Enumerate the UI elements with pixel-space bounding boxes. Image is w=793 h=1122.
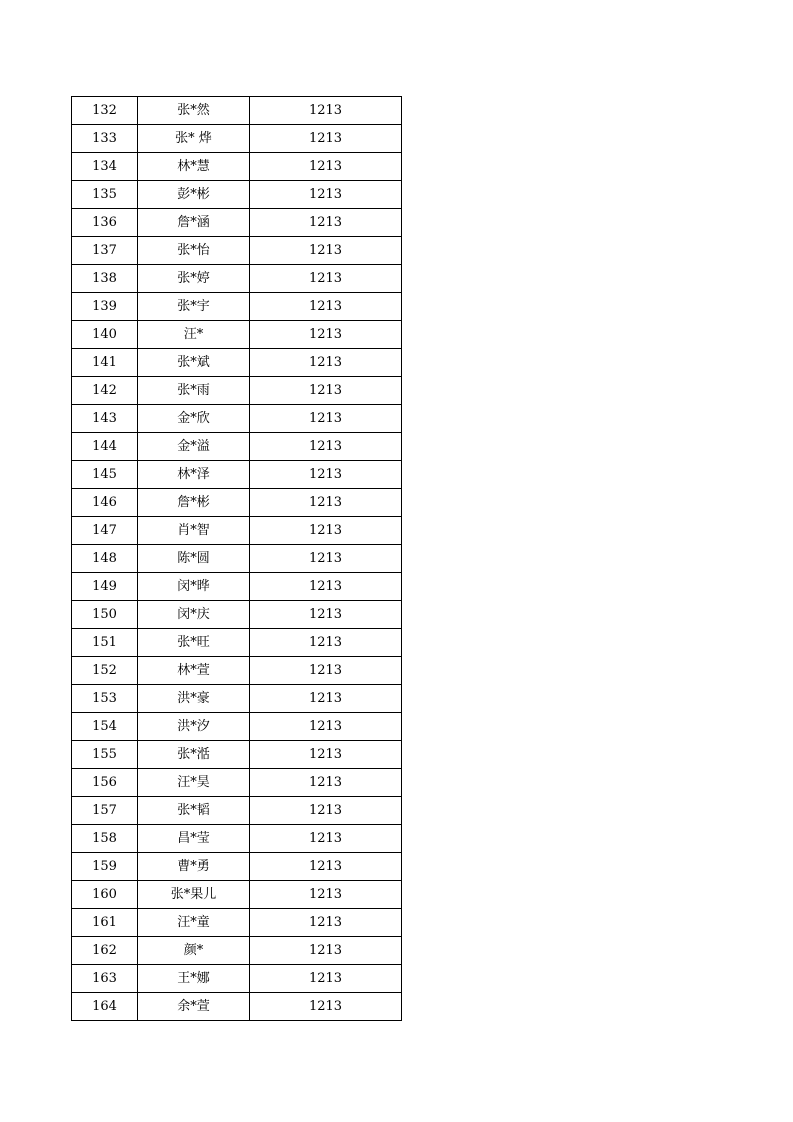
row-number-cell: 144	[72, 433, 138, 461]
name-cell: 金*溢	[138, 433, 250, 461]
name-cell: 闵*庆	[138, 601, 250, 629]
name-cell: 张*湉	[138, 741, 250, 769]
value-cell: 1213	[250, 601, 402, 629]
name-cell: 张*然	[138, 97, 250, 125]
value-cell: 1213	[250, 433, 402, 461]
table-row	[72, 797, 402, 825]
row-number-cell: 147	[72, 517, 138, 545]
table-row	[72, 881, 402, 909]
row-number-cell: 160	[72, 881, 138, 909]
table-row	[72, 489, 402, 517]
table-row	[72, 377, 402, 405]
table-row	[72, 181, 402, 209]
name-cell: 颜*	[138, 937, 250, 965]
table-row	[72, 433, 402, 461]
value-cell: 1213	[250, 181, 402, 209]
value-cell: 1213	[250, 153, 402, 181]
value-cell: 1213	[250, 237, 402, 265]
value-cell: 1213	[250, 881, 402, 909]
name-cell: 彭*彬	[138, 181, 250, 209]
name-cell: 汪*昊	[138, 769, 250, 797]
table-row	[72, 629, 402, 657]
row-number-cell: 154	[72, 713, 138, 741]
table-row	[72, 657, 402, 685]
row-number-cell: 151	[72, 629, 138, 657]
value-cell: 1213	[250, 629, 402, 657]
name-cell: 詹*彬	[138, 489, 250, 517]
row-number-cell: 141	[72, 349, 138, 377]
value-cell: 1213	[250, 993, 402, 1021]
row-number-cell: 134	[72, 153, 138, 181]
table-row	[72, 573, 402, 601]
name-cell: 林*慧	[138, 153, 250, 181]
name-cell: 肖*智	[138, 517, 250, 545]
row-number-cell: 156	[72, 769, 138, 797]
table-row	[72, 769, 402, 797]
name-cell: 闵*晔	[138, 573, 250, 601]
row-number-cell: 137	[72, 237, 138, 265]
name-cell: 张*怡	[138, 237, 250, 265]
table-row	[72, 685, 402, 713]
row-number-cell: 140	[72, 321, 138, 349]
name-cell: 张*斌	[138, 349, 250, 377]
table-row	[72, 601, 402, 629]
name-cell: 王*娜	[138, 965, 250, 993]
table-row	[72, 741, 402, 769]
row-number-cell: 161	[72, 909, 138, 937]
row-number-cell: 138	[72, 265, 138, 293]
table-row	[72, 321, 402, 349]
value-cell: 1213	[250, 489, 402, 517]
table-row	[72, 993, 402, 1021]
table-row	[72, 545, 402, 573]
table-row	[72, 461, 402, 489]
table-row	[72, 293, 402, 321]
value-cell: 1213	[250, 769, 402, 797]
row-number-cell: 139	[72, 293, 138, 321]
name-cell: 张*雨	[138, 377, 250, 405]
name-cell: 詹*涵	[138, 209, 250, 237]
value-cell: 1213	[250, 713, 402, 741]
value-cell: 1213	[250, 853, 402, 881]
name-cell: 林*泽	[138, 461, 250, 489]
name-cell: 张*果儿	[138, 881, 250, 909]
table-row	[72, 909, 402, 937]
name-cell: 陈*圆	[138, 545, 250, 573]
value-cell: 1213	[250, 685, 402, 713]
value-cell: 1213	[250, 97, 402, 125]
value-cell: 1213	[250, 461, 402, 489]
value-cell: 1213	[250, 937, 402, 965]
name-cell: 汪*	[138, 321, 250, 349]
value-cell: 1213	[250, 657, 402, 685]
row-number-cell: 133	[72, 125, 138, 153]
name-cell: 洪*豪	[138, 685, 250, 713]
row-number-cell: 132	[72, 97, 138, 125]
table-body	[72, 97, 402, 1021]
row-number-cell: 148	[72, 545, 138, 573]
name-cell: 余*萱	[138, 993, 250, 1021]
value-cell: 1213	[250, 965, 402, 993]
table-row	[72, 349, 402, 377]
row-number-cell: 158	[72, 825, 138, 853]
value-cell: 1213	[250, 573, 402, 601]
value-cell: 1213	[250, 909, 402, 937]
value-cell: 1213	[250, 377, 402, 405]
table-row	[72, 125, 402, 153]
name-cell: 曹*勇	[138, 853, 250, 881]
table-row	[72, 853, 402, 881]
row-number-cell: 145	[72, 461, 138, 489]
name-cell: 张*婷	[138, 265, 250, 293]
value-cell: 1213	[250, 265, 402, 293]
table-row	[72, 965, 402, 993]
value-cell: 1213	[250, 349, 402, 377]
table-row	[72, 825, 402, 853]
value-cell: 1213	[250, 545, 402, 573]
name-cell: 张*宇	[138, 293, 250, 321]
table-row	[72, 517, 402, 545]
value-cell: 1213	[250, 293, 402, 321]
name-cell: 金*欣	[138, 405, 250, 433]
value-cell: 1213	[250, 741, 402, 769]
row-number-cell: 146	[72, 489, 138, 517]
table-row	[72, 937, 402, 965]
row-number-cell: 163	[72, 965, 138, 993]
table-row	[72, 209, 402, 237]
row-number-cell: 142	[72, 377, 138, 405]
name-cell: 林*萱	[138, 657, 250, 685]
name-cell: 张*韬	[138, 797, 250, 825]
data-table	[71, 96, 402, 1021]
table-row	[72, 713, 402, 741]
table-row	[72, 237, 402, 265]
row-number-cell: 143	[72, 405, 138, 433]
value-cell: 1213	[250, 797, 402, 825]
row-number-cell: 162	[72, 937, 138, 965]
row-number-cell: 149	[72, 573, 138, 601]
table-row	[72, 405, 402, 433]
name-cell: 张* 烨	[138, 125, 250, 153]
value-cell: 1213	[250, 825, 402, 853]
table-row	[72, 153, 402, 181]
name-cell: 昌*莹	[138, 825, 250, 853]
value-cell: 1213	[250, 125, 402, 153]
value-cell: 1213	[250, 405, 402, 433]
value-cell: 1213	[250, 209, 402, 237]
table-row	[72, 97, 402, 125]
row-number-cell: 164	[72, 993, 138, 1021]
name-cell: 张*旺	[138, 629, 250, 657]
row-number-cell: 150	[72, 601, 138, 629]
row-number-cell: 155	[72, 741, 138, 769]
value-cell: 1213	[250, 517, 402, 545]
row-number-cell: 153	[72, 685, 138, 713]
name-cell: 洪*汐	[138, 713, 250, 741]
value-cell: 1213	[250, 321, 402, 349]
row-number-cell: 157	[72, 797, 138, 825]
row-number-cell: 136	[72, 209, 138, 237]
name-cell: 汪*童	[138, 909, 250, 937]
row-number-cell: 152	[72, 657, 138, 685]
row-number-cell: 159	[72, 853, 138, 881]
row-number-cell: 135	[72, 181, 138, 209]
table-row	[72, 265, 402, 293]
